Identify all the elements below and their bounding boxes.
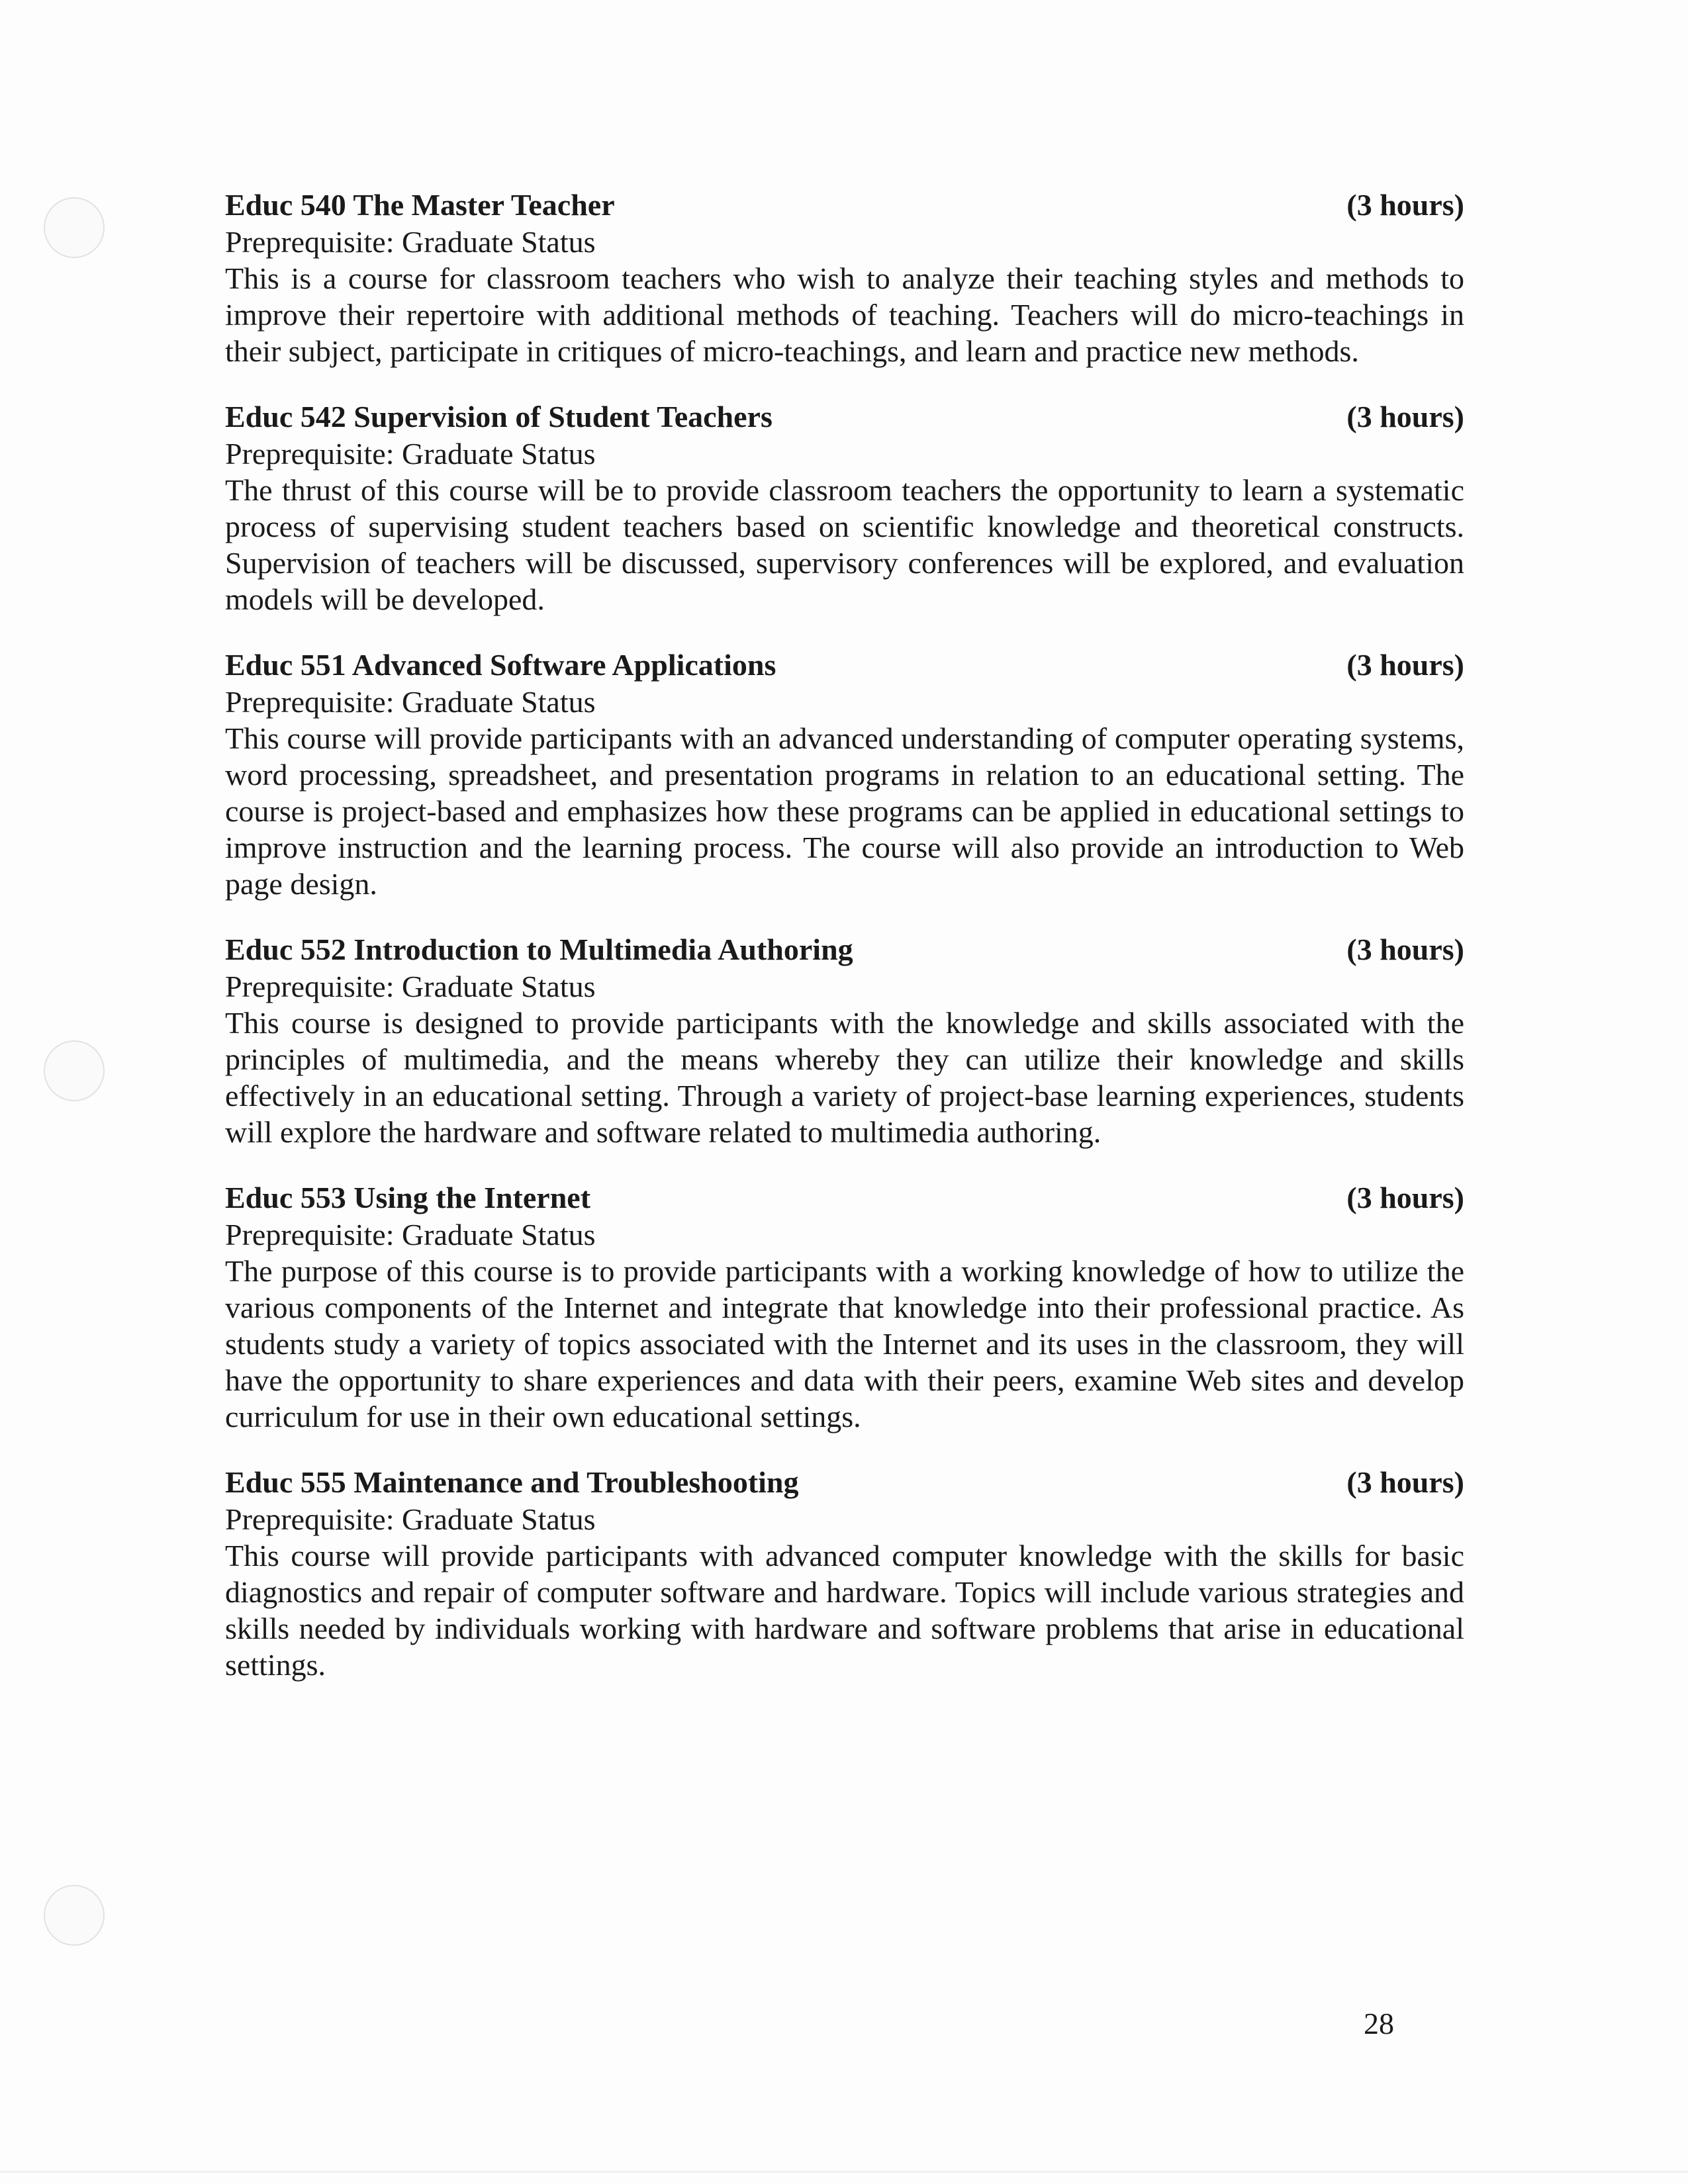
course-title: Educ 553 Using the Internet <box>225 1181 591 1214</box>
course-entry <box>225 187 1464 369</box>
punch-hole <box>44 197 105 258</box>
course-title: Educ 551 Advanced Software Applications <box>225 648 776 682</box>
course-header <box>225 187 1464 224</box>
course-header <box>225 1179 1464 1216</box>
punch-hole <box>44 1885 105 1946</box>
course-title: Educ 542 Supervision of Student Teachers <box>225 400 773 433</box>
course-prerequisite: Preprequisite: Graduate Status <box>225 225 596 259</box>
course-hours: (3 hours) <box>1346 648 1464 682</box>
course-hours: (3 hours) <box>1346 188 1464 222</box>
course-header <box>225 931 1464 968</box>
course-title: Educ 540 The Master Teacher <box>225 188 615 222</box>
course-header <box>225 647 1464 684</box>
course-hours: (3 hours) <box>1346 400 1464 433</box>
course-hours: (3 hours) <box>1346 933 1464 966</box>
punch-hole <box>44 1040 105 1101</box>
course-title: Educ 555 Maintenance and Troubleshooting <box>225 1465 799 1499</box>
course-prerequisite: Preprequisite: Graduate Status <box>225 685 596 719</box>
course-description: This course will provide participants with advanced computer knowledge with the skills for basic diagnostics and repair of computer software and hardware. Topics will include various strategies and skills needed by individuals working with hardware and software problems that arise in educational settings. <box>225 1539 1464 1682</box>
scan-edge <box>0 2171 1688 2173</box>
course-hours: (3 hours) <box>1346 1465 1464 1499</box>
course-prerequisite: Preprequisite: Graduate Status <box>225 437 596 471</box>
course-description: This course will provide participants with an advanced understanding of computer operating systems, word processing, spreadsheet, and presentation programs in relation to an educational setting. The course is project-based and emphasizes how these programs can be applied in educational settings to improve instruction and the learning process. The course will also provide an introduction to Web page design. <box>225 721 1464 901</box>
course-description: The purpose of this course is to provide participants with a working knowledge of how to utilize the various components of the Internet and integrate that knowledge into their professional practice. As students study a variety of topics associated with the Internet and its uses in the classroom, they will have the opportunity to share experiences and data with their peers, examine Web sites and develop curriculum for use in their own educational settings. <box>225 1254 1464 1433</box>
course-entry <box>225 647 1464 902</box>
course-entry <box>225 1464 1464 1683</box>
course-header <box>225 1464 1464 1501</box>
course-prerequisite: Preprequisite: Graduate Status <box>225 970 596 1003</box>
course-header <box>225 398 1464 435</box>
course-description: The thrust of this course will be to provide classroom teachers the opportunity to learn a systematic process of supervising student teachers based on scientific knowledge and theoretical constructs. Supervision of teachers will be discussed, supervisory conferences will be explored, and evaluation models will be developed. <box>225 473 1464 616</box>
course-hours: (3 hours) <box>1346 1181 1464 1214</box>
course-entry <box>225 398 1464 617</box>
course-prerequisite: Preprequisite: Graduate Status <box>225 1502 596 1536</box>
page-number: 28 <box>1364 2007 1394 2040</box>
course-entry <box>225 931 1464 1150</box>
course-description: This course is designed to provide participants with the knowledge and skills associated with the principles of multimedia, and the means whereby they can utilize their knowledge and skills effectively in an educational setting. Through a variety of project-base learning experiences, students will explore the hardware and software related to multimedia authoring. <box>225 1006 1464 1149</box>
course-prerequisite: Preprequisite: Graduate Status <box>225 1218 596 1251</box>
course-description: This is a course for classroom teachers who wish to analyze their teaching styles and methods to improve their repertoire with additional methods of teaching. Teachers will do micro-teachings in their subject, participate in critiques of micro-teachings, and learn and practice new methods. <box>225 261 1464 368</box>
course-list <box>225 187 1464 1712</box>
course-title: Educ 552 Introduction to Multimedia Authoring <box>225 933 853 966</box>
course-entry <box>225 1179 1464 1435</box>
